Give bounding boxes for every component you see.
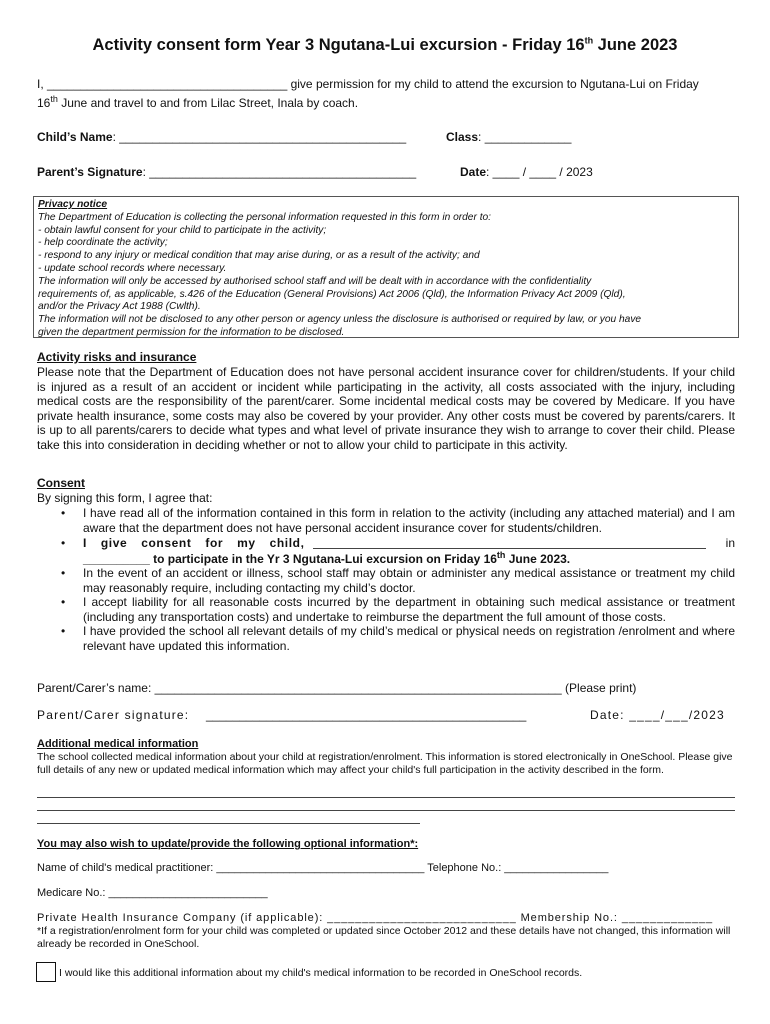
consent-item: • I have read all of the information contained in this form in relation to the activity (including any attached material) and I am aware that the department does not have personal accident insurance cover for students/children. (83, 506, 735, 535)
parent-signature-field[interactable]: Parent’s Signature: ________________________________________ (37, 165, 417, 179)
signoff-date-field[interactable]: Date: ____/___/2023 (590, 708, 725, 722)
permission-statement: I, ____________________________________ give permission for my child to attend the excursion to Ngutana-Lui on Friday 16th June and travel to and from Lilac Street, Inala by coach. (37, 77, 699, 110)
class-field[interactable]: Class: _____________ (446, 130, 572, 144)
medical-entry-line[interactable] (37, 797, 735, 798)
record-medical-checkbox-label: I would like this additional information about my child's medical information to be recorded in OneSchool records. (59, 967, 583, 979)
medical-section (37, 738, 737, 777)
risks-heading: Activity risks and insurance (37, 350, 197, 364)
child-name-field[interactable]: Child’s Name: ___________________________________________ (37, 130, 407, 144)
privacy-line: The Department of Education is collecting the personal information requested in this form in order to: (38, 211, 492, 223)
privacy-line: given the department permission for the information to be disclosed. (38, 326, 345, 338)
child-name-blank[interactable] (313, 548, 706, 549)
privacy-line: The information will only be accessed by authorised school staff and will be dealt with in accordance with the confidentiality (38, 275, 592, 287)
record-medical-checkbox[interactable] (36, 962, 56, 982)
medical-entry-line[interactable] (37, 823, 420, 824)
medical-text: The school collected medical information about your child at registration/enrolment. This information is stored electronically in OneSchool. Please give full details of any new or updated medical information which may affect your child's full participation in the activity described in the form. (37, 751, 733, 776)
privacy-line: - respond to any injury or medical condition that may arise during, or as a result of the activity; and (38, 250, 480, 262)
parent-signature-line[interactable]: ________________________________________________ (206, 708, 527, 722)
medical-heading: Additional medical information (37, 738, 199, 750)
risks-section (37, 350, 735, 452)
privacy-line: - update school records where necessary. (38, 262, 227, 274)
consent-list (37, 506, 735, 653)
date-field[interactable]: Date: ____ / ____ / 2023 (460, 165, 593, 179)
medical-entry-line[interactable] (37, 810, 735, 811)
consent-item-child: • I give consent for my child, in __________ to participate in the Yr 3 Ngutana-Lui excursion on Friday 16th June 2023. (83, 536, 735, 566)
privacy-heading: Privacy notice (38, 199, 108, 210)
privacy-line: - obtain lawful consent for your child to participate in the activity; (38, 224, 327, 236)
privacy-notice-box (33, 196, 739, 338)
privacy-line: requirements of, as applicable, s.426 of the Education (General Provisions) Act 2006 (Qld), the Information Privacy Act 2009 (Qld), (38, 288, 626, 300)
parent-name-field[interactable]: Parent/Carer’s name: _____________________________________________________________ (Please print) (37, 681, 637, 695)
optional-note: *If a registration/enrolment form for your child was completed or updated since October 2012 and these details have not changed, this information will already be recorded in OneSchool. (37, 925, 731, 950)
parent-signature-label: Parent/Carer signature: (37, 708, 190, 722)
consent-intro: By signing this form, I agree that: (37, 491, 213, 505)
page-title: Activity consent form Year 3 Ngutana-Lui excursion - Friday 16th June 2023 (92, 35, 678, 54)
consent-heading: Consent (37, 476, 85, 490)
consent-item: • I have provided the school all relevant details of my child’s medical or physical needs on registration /enrolment and where relevant have updated this information. (83, 624, 735, 653)
insurance-field[interactable]: Private Health Insurance Company (if applicable): ___________________________ Membership No.: _____________ (37, 912, 714, 924)
consent-item: • In the event of an accident or illness, school staff may obtain or administer any medical assistance or treatment my child may reasonably require, including contacting my child’s doctor. (83, 566, 735, 595)
risks-text: Please note that the Department of Education does not have personal accident insurance cover for children/students. If your child is injured as a result of an accident or incident while participating in the activity, all costs associated with the injury, including medical costs are the responsibility of the parent/carer. Some incidental medical costs may be covered by Medicare. If you have private health insurance, some costs may also be covered by your provider. Any other costs must be covered by parents/carers. It is up to all parents/carers to decide what types and what level of private insurance they wish to arrange to cover their child. Please take this into consideration in deciding whether or not to allow your child to participate in this activity. (37, 365, 735, 452)
consent-item: • I accept liability for all reasonable costs incurred by the department in obtaining such medical assistance or treatment (including any transportation costs) and undertake to reimburse the department the full amount of those costs. (83, 595, 735, 624)
privacy-line: - help coordinate the activity; (38, 237, 168, 249)
privacy-line: and/or the Privacy Act 1988 (Cwlth). (38, 301, 201, 313)
practitioner-field[interactable]: Name of child's medical practitioner: __________________________________ Telephone No.: _________________ (37, 862, 609, 874)
medicare-field[interactable]: Medicare No.: __________________________ (37, 887, 268, 899)
privacy-line: The information will not be disclosed to any other person or agency unless the disclosure is authorised or required by law, or you have (38, 314, 642, 326)
optional-heading: You may also wish to update/provide the following optional information*: (37, 838, 419, 850)
consent-section (37, 476, 735, 653)
